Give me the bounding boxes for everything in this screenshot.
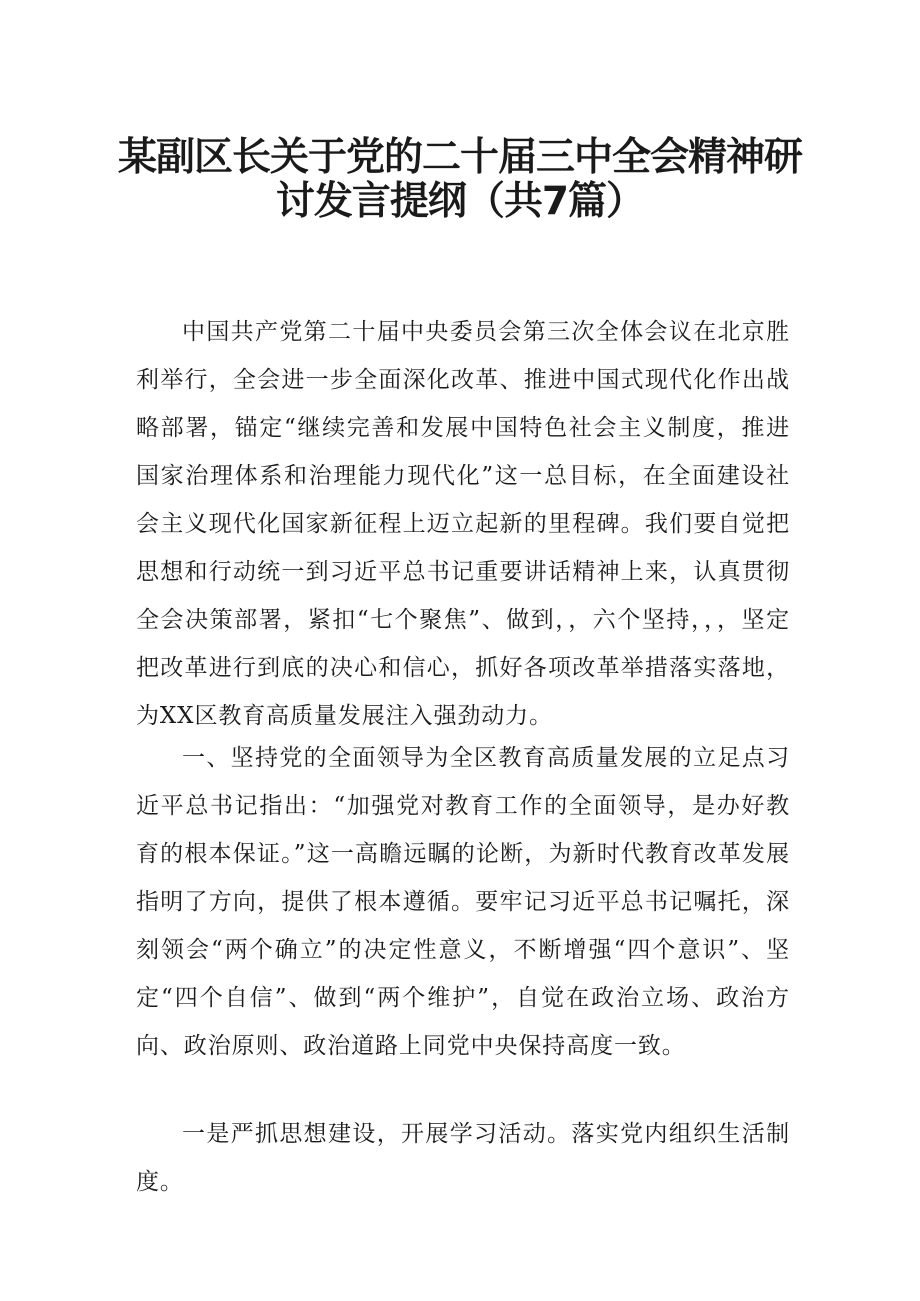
document-title-line-1: 某副区长关于党的二十届三中全会精神研 [117, 135, 802, 180]
document-title-line-2: 讨发言提纲（共7篇） [275, 179, 645, 224]
paragraph-point-one: 一是严抓思想建设，开展学习活动。落实党内组织生活制度。 [136, 1121, 790, 1195]
paragraph-intro: 中国共产党第二十届中央委员会第三次全体会议在北京胜利举行，全会进一步全面深化改革、推进中国式现代化作出战略部署，锚定“继续完善和发展中国特色社会主义制度，推进国家治理体系和治理能力现代化”这一总目标，在全面建设社会主义现代化国家新征程上迈立起新的里程碑。我们要自觉把思想和行动统一到习近平总书记重要讲话精神上来，认真贯彻全会决策部署，紧扣“七个聚焦”、做到，，六个坚持，，，坚定把改革进行到底的决心和信心，抓好各项改革举措落实落地，为XX区教育高质量发展注入强劲动力。 [136, 319, 790, 729]
paragraph-section-one: 一、坚持党的全面领导为全区教育高质量发展的立足点习近平总书记指出：“加强党对教育工作的全面领导，是办好教育的根本保证。”这一高瞻远瞩的论断，为新时代教育改革发展指明了方向，提供了根本遵循。要牢记习近平总书记嘱托，深刻领会“两个确立”的决定性意义，不断增强“四个意识”、坚定“四个自信”、做到“两个维护”，自觉在政治立场、政治方向、政治原则、政治道路上同党中央保持高度一致。 [136, 745, 790, 1059]
